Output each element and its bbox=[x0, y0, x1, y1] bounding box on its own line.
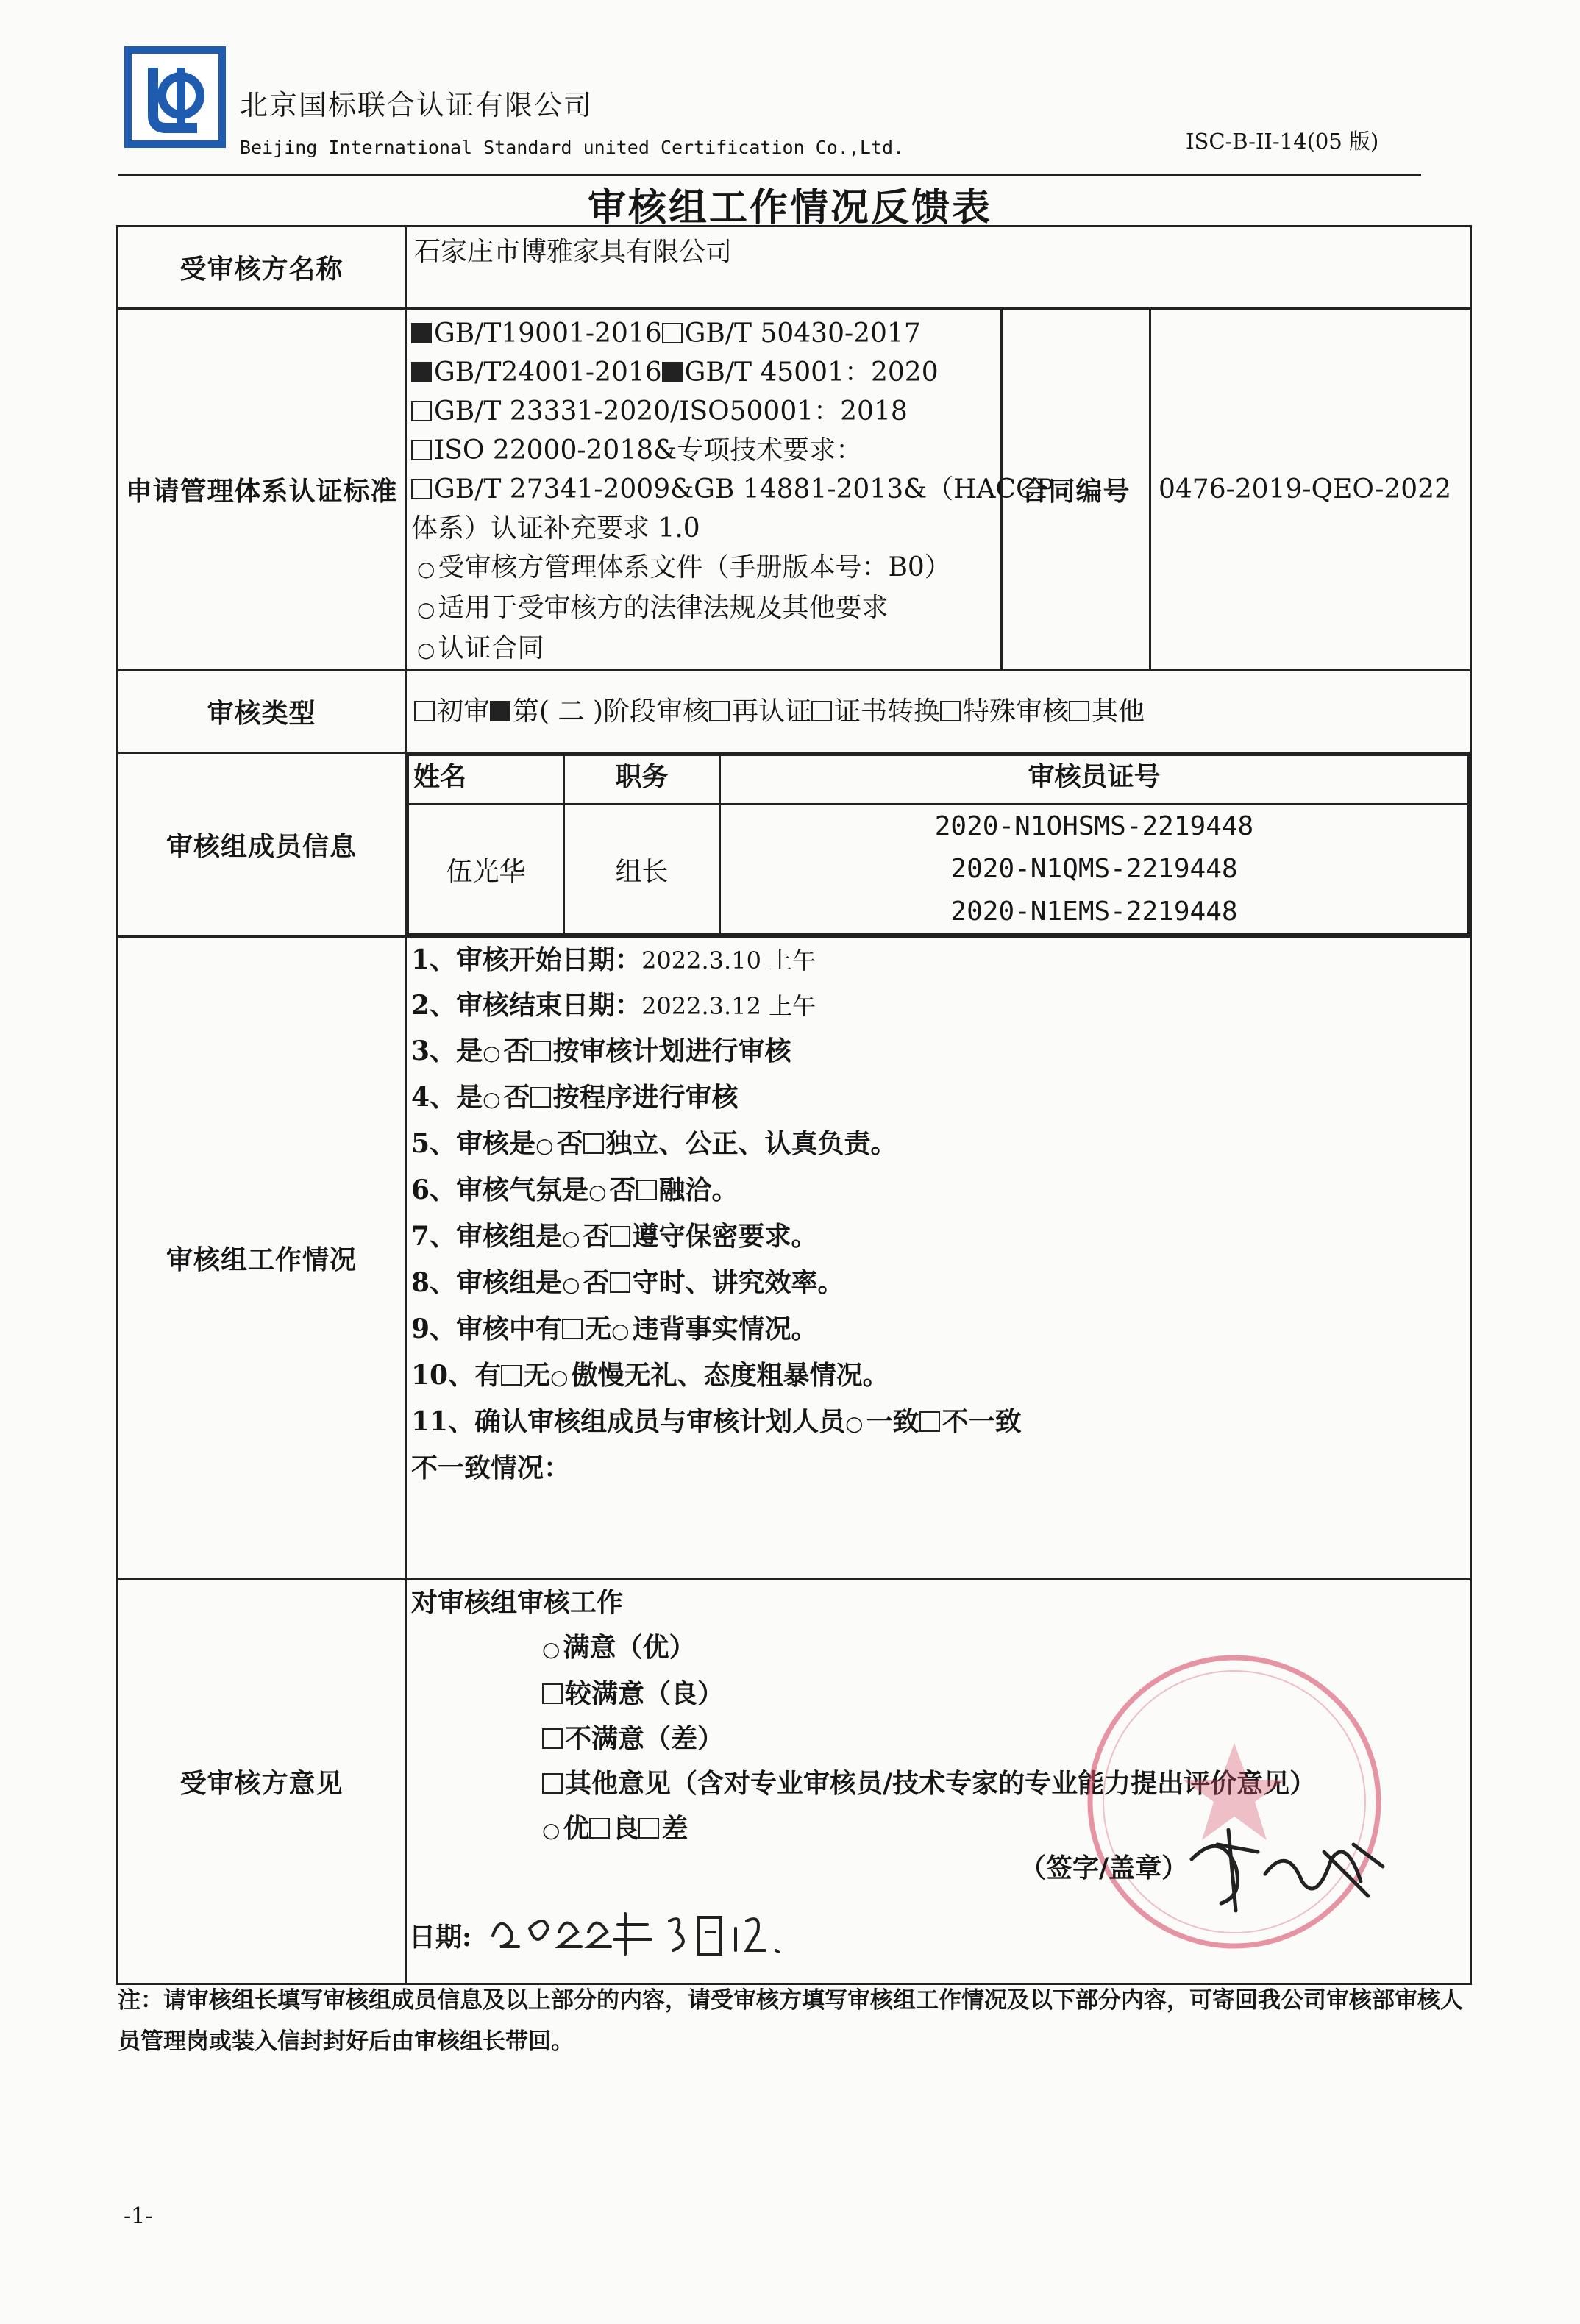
work-item-suffix: 守时、讲究效率。 bbox=[632, 1267, 844, 1298]
fair-checkbox[interactable] bbox=[542, 1683, 563, 1704]
work-item-prefix: 7、审核组是 bbox=[411, 1221, 563, 1252]
col-name-header: 姓名 bbox=[408, 755, 564, 805]
item10-prefix: 10、有 bbox=[411, 1360, 502, 1391]
work-item-prefix: 8、审核组是 bbox=[411, 1267, 563, 1298]
standard-text: ISO 22000-2018&专项技术要求： bbox=[434, 435, 863, 466]
yes-circle-icon[interactable]: ○ bbox=[562, 1272, 580, 1297]
standard-line bbox=[407, 548, 1000, 588]
standard-text: GB/T 27341-2009&GB 14881-2013&（HACCP bbox=[434, 474, 1054, 505]
standard-4-checkbox[interactable] bbox=[411, 479, 432, 499]
recert-label: 再认证 bbox=[732, 696, 812, 727]
standard-6-circle-icon[interactable]: ○ bbox=[417, 557, 435, 581]
rating-good-circle-icon[interactable]: ○ bbox=[542, 1818, 561, 1842]
member-certs bbox=[720, 805, 1469, 935]
end-date-value: 2022.3.12 上午 bbox=[641, 992, 816, 1020]
standard-line bbox=[407, 509, 1000, 548]
no-label: 否 bbox=[503, 1036, 530, 1066]
work-item bbox=[407, 1261, 1470, 1307]
handwritten-date bbox=[485, 1899, 794, 1958]
standards-cell bbox=[406, 309, 1054, 671]
standard-text: 适用于受审核方的法律法规及其他要求 bbox=[438, 593, 889, 623]
work-item-2 bbox=[407, 983, 1470, 1029]
standard-0-checkbox[interactable] bbox=[411, 323, 432, 343]
initial-audit-checkbox[interactable] bbox=[414, 701, 435, 721]
item10-yes-checkbox[interactable] bbox=[501, 1365, 522, 1386]
other-type-label: 其他 bbox=[1092, 696, 1145, 727]
standard-line bbox=[407, 353, 1000, 392]
member-name: 伍光华 bbox=[408, 805, 564, 935]
rating-fair-checkbox[interactable] bbox=[589, 1818, 610, 1839]
members-header-row bbox=[408, 755, 1469, 805]
work-item-11 bbox=[407, 1400, 1470, 1446]
transfer-checkbox[interactable] bbox=[811, 701, 832, 721]
date-label: 日期: bbox=[409, 1922, 472, 1953]
work-items-list bbox=[407, 1029, 1470, 1307]
col-role-header: 职务 bbox=[564, 755, 720, 805]
standard-0-b-checkbox[interactable] bbox=[662, 323, 683, 343]
yes-circle-icon[interactable]: ○ bbox=[483, 1087, 501, 1111]
work-item bbox=[407, 1214, 1470, 1261]
yes-circle-icon[interactable]: ○ bbox=[535, 1133, 554, 1158]
audit-type-cell bbox=[406, 671, 1471, 753]
item11-inconsistent-label: 不一致 bbox=[942, 1406, 1022, 1437]
work-label: 审核组工作情况 bbox=[118, 937, 406, 1580]
standard-line bbox=[407, 470, 1054, 509]
work-item bbox=[407, 1029, 1470, 1075]
no-checkbox[interactable] bbox=[610, 1272, 630, 1293]
work-item-9 bbox=[407, 1307, 1470, 1353]
other-type-checkbox[interactable] bbox=[1069, 701, 1089, 721]
col-cert-header: 审核员证号 bbox=[720, 755, 1469, 805]
standard-1-b-checkbox[interactable] bbox=[662, 362, 683, 382]
rating-poor-checkbox[interactable] bbox=[638, 1818, 659, 1839]
item10-no-circle-icon[interactable]: ○ bbox=[550, 1365, 569, 1389]
member-row bbox=[408, 805, 1469, 935]
item11-consistent-circle-icon[interactable]: ○ bbox=[845, 1411, 864, 1436]
standard-8-circle-icon[interactable]: ○ bbox=[417, 638, 435, 662]
item10-suffix: 傲慢无礼、态度粗暴情况。 bbox=[571, 1360, 889, 1391]
contract-no-label: 合同编号 bbox=[1002, 309, 1150, 671]
work-item bbox=[407, 1122, 1470, 1168]
page-number: -1- bbox=[124, 2203, 153, 2229]
audit-type-options bbox=[407, 687, 1470, 737]
signature-label: （签字/盖章） bbox=[1019, 1853, 1189, 1883]
work-item-prefix: 6、审核气氛是 bbox=[411, 1175, 589, 1205]
document-number: ISC-B-II-14(05 版) bbox=[1186, 129, 1379, 154]
work-item-suffix: 按审核计划进行审核 bbox=[552, 1036, 791, 1066]
work-item-suffix: 融洽。 bbox=[658, 1175, 739, 1205]
contract-no-cell bbox=[1150, 309, 1471, 671]
transfer-label: 证书转换 bbox=[834, 696, 941, 727]
work-item-prefix: 5、审核是 bbox=[411, 1128, 536, 1159]
item11-inconsistent-checkbox[interactable] bbox=[919, 1411, 940, 1432]
auditee-label: 受审核方名称 bbox=[118, 227, 406, 309]
work-item-suffix: 按程序进行审核 bbox=[552, 1082, 739, 1113]
no-label: 否 bbox=[609, 1175, 636, 1205]
start-date-value: 2022.3.10 上午 bbox=[641, 947, 816, 974]
standard-line bbox=[407, 431, 1000, 470]
stage-audit-label: 第( 二 )阶段审核 bbox=[513, 696, 709, 727]
standard-text: GB/T24001-2016 bbox=[434, 357, 662, 388]
yes-circle-icon[interactable]: ○ bbox=[562, 1226, 580, 1250]
standard-text: GB/T 45001：2020 bbox=[684, 357, 939, 388]
members-cell bbox=[406, 753, 1471, 937]
initial-audit-label: 初审 bbox=[437, 696, 491, 727]
standard-text: 体系）认证补充要求 1.0 bbox=[411, 513, 700, 543]
no-label: 否 bbox=[503, 1082, 530, 1113]
standard-7-circle-icon[interactable]: ○ bbox=[417, 597, 435, 621]
standard-line bbox=[407, 314, 1000, 353]
yes-circle-icon[interactable]: ○ bbox=[588, 1180, 607, 1204]
standards-row bbox=[118, 309, 1471, 671]
special-audit-checkbox[interactable] bbox=[940, 701, 961, 721]
work-item-1 bbox=[407, 938, 1470, 983]
rating-good-label: 优 bbox=[563, 1813, 590, 1844]
rating-poor-label: 差 bbox=[661, 1813, 688, 1844]
other-opinion-label: 其他意见（含对专业审核员/技术专家的专业能力提出评价意见） bbox=[565, 1768, 1317, 1799]
no-checkbox[interactable] bbox=[530, 1087, 551, 1108]
footnote: 注：请审核组长填写审核组成员信息及以上部分的内容，请受审核方填写审核组工作情况及以下部分内容，可寄回我公司审核部审核人员管理岗或装入信封封好后由审核组长带回。 bbox=[118, 1987, 1463, 2055]
item9-yes-checkbox[interactable] bbox=[562, 1319, 583, 1339]
audit-type-label: 审核类型 bbox=[118, 671, 406, 753]
standard-1-checkbox[interactable] bbox=[411, 362, 432, 382]
auditee-row bbox=[118, 227, 1471, 309]
no-checkbox[interactable] bbox=[610, 1226, 630, 1247]
opinion-label: 受审核方意见 bbox=[118, 1580, 406, 1984]
item9-prefix: 9、审核中有 bbox=[411, 1314, 563, 1344]
rating-fair-label: 良 bbox=[612, 1813, 639, 1844]
standard-text: GB/T 50430-2017 bbox=[684, 318, 921, 349]
auditee-value-cell bbox=[406, 227, 1471, 309]
item11-prefix: 11、确认审核组成员与审核计划人员 bbox=[411, 1406, 846, 1437]
recert-checkbox[interactable] bbox=[709, 701, 730, 721]
standard-text: 认证合同 bbox=[438, 633, 544, 663]
member-role: 组长 bbox=[564, 805, 720, 935]
standard-3-checkbox[interactable] bbox=[411, 440, 432, 460]
item9-suffix: 违背事实情况。 bbox=[632, 1314, 818, 1344]
work-item bbox=[407, 1075, 1470, 1122]
company-name-cn: 北京国标联合认证有限公司 bbox=[240, 89, 594, 121]
special-audit-label: 特殊审核 bbox=[963, 696, 1070, 727]
no-checkbox[interactable] bbox=[530, 1041, 551, 1061]
standard-line bbox=[407, 588, 1000, 629]
work-item-prefix: 3、是 bbox=[411, 1036, 483, 1066]
form-title: 审核组工作情况反馈表 bbox=[587, 185, 992, 230]
standard-2-checkbox[interactable] bbox=[411, 401, 432, 421]
item11-consistent-label: 一致 bbox=[866, 1406, 919, 1437]
work-item-10 bbox=[407, 1353, 1470, 1400]
fair-label: 较满意（良） bbox=[565, 1678, 725, 1709]
satisfied-circle-icon[interactable]: ○ bbox=[542, 1637, 561, 1661]
company-name-en: Beijing International Standard united Certification Co.,Ltd. bbox=[240, 137, 905, 158]
other-opinion-checkbox[interactable] bbox=[542, 1773, 563, 1794]
cert-qms: 2020-N1QMS-2219448 bbox=[950, 854, 1238, 884]
members-row bbox=[118, 753, 1471, 937]
standards-label: 申请管理体系认证标准 bbox=[118, 309, 406, 671]
standard-line bbox=[407, 392, 1000, 431]
start-date-label: 1、审核开始日期： bbox=[411, 944, 642, 975]
contract-no-value: 0476-2019-QEO-2022 bbox=[1159, 474, 1451, 505]
members-label: 审核组成员信息 bbox=[118, 753, 406, 937]
item9-no-circle-icon[interactable]: ○ bbox=[611, 1319, 630, 1343]
end-date-label: 2、审核结束日期： bbox=[411, 990, 642, 1021]
no-label: 否 bbox=[583, 1267, 610, 1298]
members-table bbox=[407, 754, 1470, 935]
work-item-suffix: 独立、公正、认真负责。 bbox=[605, 1128, 897, 1159]
standards-list bbox=[407, 314, 1054, 669]
work-item-prefix: 4、是 bbox=[411, 1082, 483, 1113]
header-divider bbox=[118, 174, 1421, 176]
auditee-name: 石家庄市博雅家具有限公司 bbox=[414, 237, 733, 267]
stage-audit-checkbox[interactable] bbox=[490, 701, 510, 721]
standard-text: GB/T19001-2016 bbox=[434, 318, 662, 349]
no-label: 否 bbox=[556, 1128, 583, 1159]
cert-ohsms: 2020-N1OHSMS-2219448 bbox=[934, 811, 1254, 841]
no-checkbox[interactable] bbox=[636, 1180, 657, 1200]
unsatisfied-label: 不满意（差） bbox=[565, 1723, 725, 1754]
unsatisfied-checkbox[interactable] bbox=[542, 1728, 563, 1749]
standard-text: 受审核方管理体系文件（手册版本号：B0） bbox=[438, 552, 951, 582]
audit-type-row bbox=[118, 671, 1471, 753]
work-cell bbox=[406, 937, 1471, 1580]
standard-line bbox=[407, 629, 1000, 669]
item10-no-label: 无 bbox=[524, 1360, 551, 1391]
no-checkbox[interactable] bbox=[583, 1133, 604, 1154]
work-row bbox=[118, 937, 1471, 1580]
work-item bbox=[407, 1168, 1470, 1214]
no-label: 否 bbox=[583, 1221, 610, 1252]
company-logo-icon bbox=[124, 46, 227, 149]
handwritten-signature bbox=[1177, 1815, 1398, 1918]
standard-text: GB/T 23331-2020/ISO50001：2018 bbox=[434, 396, 908, 427]
satisfied-label: 满意（优） bbox=[563, 1632, 696, 1663]
work-item-suffix: 遵守保密要求。 bbox=[632, 1221, 818, 1252]
opinion-heading: 对审核组审核工作 bbox=[411, 1587, 624, 1618]
inconsistency-note: 不一致情况： bbox=[411, 1452, 571, 1483]
item9-no-label: 无 bbox=[585, 1314, 612, 1344]
cert-ems: 2020-N1EMS-2219448 bbox=[950, 897, 1238, 927]
yes-circle-icon[interactable]: ○ bbox=[483, 1041, 501, 1065]
